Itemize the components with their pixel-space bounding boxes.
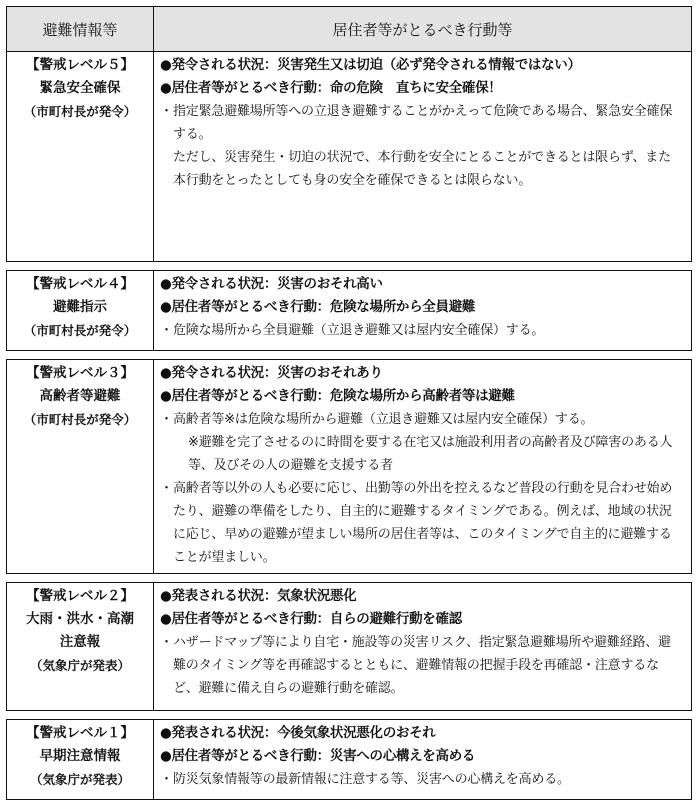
level-label: 【警戒レベル３】 bbox=[26, 365, 134, 381]
status-value: 今後気象状況悪化のおそれ bbox=[277, 725, 436, 741]
level-2-row bbox=[7, 583, 692, 711]
action-value: 危険な場所から全員避難 bbox=[329, 299, 476, 315]
level-1-actions bbox=[154, 720, 692, 800]
bullet-item: ・ ハザードマップ等により自宅・施設等の災害リスク、指定緊急避難場所や避難経路、避難のタイミング等を再確認するとともに、避難情報の把握手段を再確認・注意するなど、避難に備え自らの避難行動を確認。 bbox=[160, 635, 671, 696]
status-label: ●発令される状況： bbox=[160, 365, 278, 381]
action-value: 危険な場所から高齢者等は避難 bbox=[329, 388, 515, 404]
status-line bbox=[160, 362, 683, 385]
bullet-continuation: ただし、災害発生・切迫の状況で、本行動を安全にとることができるとは限らず、また本行動をとったとしても身の安全を確保できるとは限らない。 bbox=[173, 150, 671, 188]
level-issuer: （市町村長が発令） bbox=[23, 412, 137, 427]
level-3-actions bbox=[154, 360, 692, 574]
action-line bbox=[160, 745, 683, 768]
level-3-info bbox=[7, 360, 154, 574]
level-1-row bbox=[7, 720, 692, 800]
status-label: ●発令される状況： bbox=[160, 276, 278, 292]
action-label: ●居住者等がとるべき行動： bbox=[160, 611, 330, 627]
level-1-info bbox=[7, 720, 154, 800]
action-line bbox=[160, 385, 683, 408]
action-value: 自らの避難行動を確認 bbox=[329, 611, 462, 627]
level-label: 【警戒レベル４】 bbox=[26, 276, 134, 292]
bullet-item: ・ 高齢者等以外の人も必要に応じ、出勤等の外出を控えるなど普段の行動を見合わせ始めたり、避難の準備をしたり、自主的に避難するタイミングである。例えば、地域の状況に応じ、早めの避難が望ましい場所の居住者等は、このタイミングで自主的に避難することが望ましい。 bbox=[160, 481, 673, 565]
status-value: 災害のおそれあり bbox=[277, 365, 383, 381]
level-issuer: （市町村長が発令） bbox=[23, 104, 137, 119]
bullet-item: ・ 指定緊急避難場所等への立退き避難することがかえって危険である場合、緊急安全確保する。 bbox=[160, 104, 673, 142]
level-name: 高齢者等避難 bbox=[39, 388, 121, 404]
action-line bbox=[160, 296, 683, 319]
action-label: ●居住者等がとるべき行動： bbox=[160, 388, 330, 404]
header-resident-actions: 居住者等がとるべき行動等 bbox=[154, 7, 692, 52]
status-label: ●発表される状況： bbox=[160, 588, 278, 604]
level-issuer: （気象庁が発表） bbox=[29, 658, 130, 673]
status-value: 災害のおそれ高い bbox=[277, 276, 383, 292]
level-4-actions bbox=[154, 271, 692, 351]
status-value: 災害発生又は切迫（必ず発令される情報ではない） bbox=[277, 57, 581, 73]
action-label: ●居住者等がとるべき行動： bbox=[160, 748, 330, 764]
status-label: ●発表される状況： bbox=[160, 725, 278, 741]
header-evacuation-info: 避難情報等 bbox=[7, 7, 154, 52]
level-2-actions bbox=[154, 583, 692, 711]
status-value: 気象状況悪化 bbox=[277, 588, 357, 604]
level-5-row bbox=[7, 52, 692, 262]
level-4-info bbox=[7, 271, 154, 351]
table-header-row bbox=[7, 7, 692, 52]
status-line bbox=[160, 722, 683, 745]
level-issuer: （市町村長が発令） bbox=[23, 323, 137, 338]
status-line bbox=[160, 585, 683, 608]
level-3-row bbox=[7, 360, 692, 574]
action-label: ●居住者等がとるべき行動： bbox=[160, 80, 330, 96]
status-label: ●発令される状況： bbox=[160, 57, 278, 73]
action-line bbox=[160, 77, 683, 100]
level-name: 避難指示 bbox=[53, 299, 107, 315]
level-2-info bbox=[7, 583, 154, 711]
evacuation-level-table bbox=[6, 6, 692, 800]
level-name: 大雨・洪水・高潮 bbox=[26, 611, 134, 627]
bullet-item: ・ 危険な場所から全員避難（立退き避難又は屋内安全確保）する。 bbox=[160, 323, 545, 338]
level-5-info bbox=[7, 52, 154, 262]
level-label: 【警戒レベル５】 bbox=[26, 57, 134, 73]
status-line bbox=[160, 54, 683, 77]
level-name: 緊急安全確保 bbox=[39, 80, 121, 96]
action-value: 災害への心構えを高める bbox=[329, 748, 476, 764]
bullet-item: ・ 防災気象情報等の最新情報に注意する等、災害への心構えを高める。 bbox=[160, 772, 570, 787]
level-name-2: 注意報 bbox=[59, 634, 101, 650]
action-line bbox=[160, 608, 683, 631]
bullet-note: ※避難を完了させるのに時間を要する在宅又は施設利用者の高齢者及び障害のある人等、及びその人の避難を支援する者 bbox=[188, 435, 673, 473]
level-name: 早期注意情報 bbox=[39, 748, 121, 764]
action-value: 命の危険 直ちに安全確保！ bbox=[329, 80, 502, 96]
level-5-actions bbox=[154, 52, 692, 262]
bullet-item: ・ 高齢者等※は危険な場所から避難（立退き避難又は屋内安全確保）する。 bbox=[160, 412, 594, 427]
level-issuer: （気象庁が発表） bbox=[29, 772, 130, 787]
level-label: 【警戒レベル２】 bbox=[26, 588, 134, 604]
status-line bbox=[160, 273, 683, 296]
level-label: 【警戒レベル１】 bbox=[26, 725, 134, 741]
action-label: ●居住者等がとるべき行動： bbox=[160, 299, 330, 315]
level-4-row bbox=[7, 271, 692, 351]
